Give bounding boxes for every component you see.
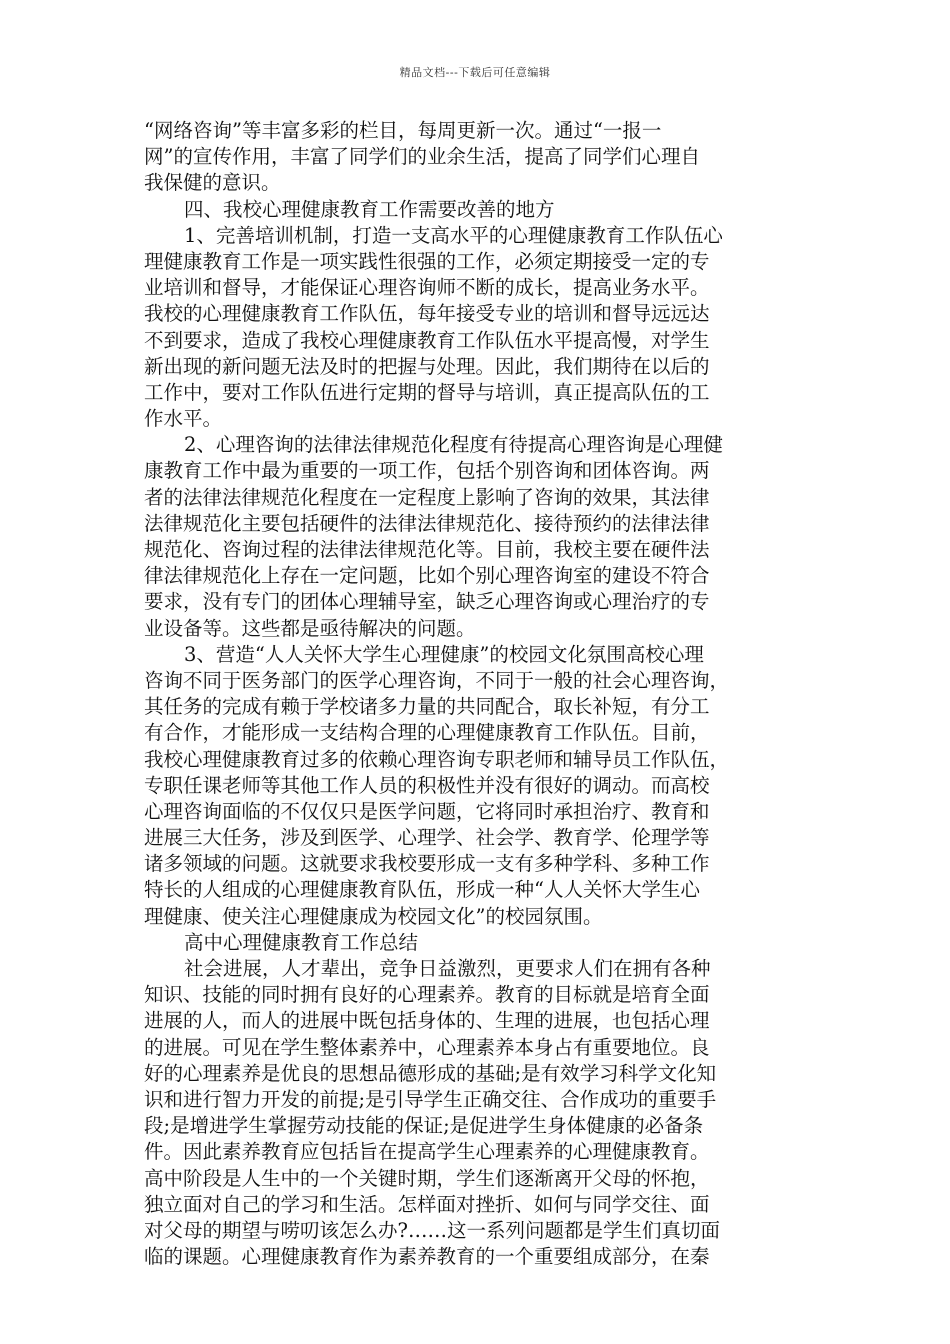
text-line: 作水平。 — [144, 407, 223, 431]
text-line: 知识、技能的同时拥有良好的心理素养。教育的目标就是培育全面 — [144, 983, 710, 1007]
text-line: 四、我校心理健康教育工作需要改善的地方 — [184, 197, 555, 221]
text-line: 高中阶段是人生中的一个关键时期，学生们逐渐离开父母的怀抱， — [144, 1166, 710, 1190]
text-line: 识和进行智力开发的前提;是引导学生正确交往、合作成功的重要手 — [144, 1087, 717, 1111]
text-line: 规范化、咨询过程的法律法律规范化等。目前，我校主要在硬件法 — [144, 538, 710, 561]
text-line: 其任务的完成有赖于学校诸多力量的共同配合，取长补短，有分工 — [144, 695, 710, 719]
text-line: 我校心理健康教育过多的依赖心理咨询专职老师和辅导员工作队伍， — [144, 747, 730, 771]
text-line: 件。因此素养教育应包括旨在提高学生心理素养的心理健康教育。 — [144, 1140, 710, 1164]
text-line: 诸多领域的问题。这就要求我校要形成一支有多种学科、多种工作 — [144, 852, 710, 876]
text-line: 对父母的期望与唠叨该怎么办?……这一系列问题都是学生们真切面 — [144, 1218, 720, 1242]
text-line: 网”的宣传作用，丰富了同学们的业余生活，提高了同学们心理自 — [144, 145, 700, 169]
text-line: 要求，没有专门的团体心理辅导室，缺乏心理咨询或心理治疗的专 — [144, 590, 710, 614]
text-line: “网络咨询”等丰富多彩的栏目，每周更新一次。通过“一报一 — [144, 119, 662, 142]
text-line: 有合作，才能形成一支结构合理的心理健康教育工作队伍。目前， — [144, 721, 710, 745]
text-line: 心理咨询面临的不仅仅只是医学问题，它将同时承担治疗、教育和 — [144, 799, 710, 823]
text-line: 业培训和督导，才能保证心理咨询师不断的成长，提高业务水平。 — [144, 276, 710, 300]
text-line: 进展的人，而人的进展中既包括身体的、生理的进展，也包括心理 — [144, 1009, 710, 1033]
text-line: 我保健的意识。 — [144, 171, 281, 195]
text-line: 业设备等。这些都是亟待解决的问题。 — [144, 616, 476, 640]
text-line: 新出现的新问题无法及时的把握与处理。因此，我们期待在以后的 — [144, 354, 710, 378]
text-line: 康教育工作中最为重要的一项工作，包括个别咨询和团体咨询。两 — [144, 459, 710, 483]
text-line: 理健康、使关注心理健康成为校园文化”的校园氛围。 — [144, 904, 603, 928]
text-line: 高中心理健康教育工作总结 — [184, 930, 419, 954]
text-line: 的进展。可见在学生整体素养中，心理素养本身占有重要地位。良 — [144, 1035, 710, 1059]
text-line: 2、心理咨询的法律法律规范化程度有待提高心理咨询是心理健 — [184, 433, 723, 457]
text-line: 临的课题。心理健康教育作为素养教育的一个重要组成部分，在秦 — [144, 1245, 710, 1269]
page-header: 精品文档---下载后可任意编辑 — [399, 66, 551, 79]
text-line: 不到要求，造成了我校心理健康教育工作队伍水平提高慢，对学生 — [144, 328, 710, 352]
text-line: 3、营造“人人关怀大学生心理健康”的校园文化氛围高校心理 — [184, 642, 704, 666]
text-line: 理健康教育工作是一项实践性很强的工作，必须定期接受一定的专 — [144, 249, 710, 273]
text-line: 1、完善培训机制，打造一支高水平的心理健康教育工作队伍心 — [184, 223, 723, 247]
text-line: 者的法律法律规范化程度在一定程度上影响了咨询的效果，其法律 — [144, 485, 710, 509]
document-body — [144, 118, 810, 1270]
text-line: 好的心理素养是优良的思想品德形成的基础;是有效学习科学文化知 — [144, 1061, 717, 1085]
text-line: 进展三大任务，涉及到医学、心理学、社会学、教育学、伦理学等 — [144, 826, 710, 850]
text-line: 社会进展，人才辈出，竞争日益激烈，更要求人们在拥有各种 — [184, 957, 711, 980]
text-line: 段;是增进学生掌握劳动技能的保证;是促进学生身体健康的必备条 — [144, 1114, 704, 1138]
text-line: 律法律规范化上存在一定问题，比如个别心理咨询室的建设不符合 — [144, 564, 710, 588]
text-line: 工作中，要对工作队伍进行定期的督导与培训，真正提高队伍的工 — [144, 380, 710, 404]
text-line: 法律规范化主要包括硬件的法律法律规范化、接待预约的法律法律 — [144, 511, 710, 535]
text-line: 我校的心理健康教育工作队伍，每年接受专业的培训和督导远远达 — [144, 302, 710, 326]
text-line: 独立面对自己的学习和生活。怎样面对挫折、如何与同学交往、面 — [144, 1192, 710, 1216]
text-line: 咨询不同于医务部门的医学心理咨询，不同于一般的社会心理咨询， — [144, 668, 730, 692]
text-line: 专职任课老师等其他工作人员的积极性并没有很好的调动。而高校 — [144, 773, 710, 797]
text-line: 特长的人组成的心理健康教育队伍，形成一种“人人关怀大学生心 — [144, 878, 700, 902]
